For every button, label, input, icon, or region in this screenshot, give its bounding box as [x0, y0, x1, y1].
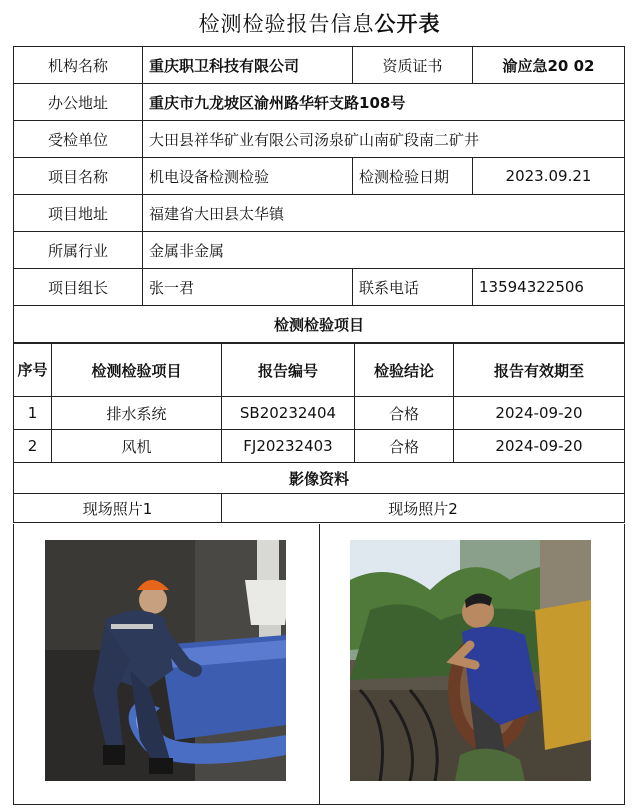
row-valid-until: 2024-09-20	[454, 397, 625, 430]
row-no: 1	[14, 397, 52, 430]
inspect-date-value: 2023.09.21	[473, 158, 625, 195]
table-row	[14, 397, 625, 430]
photo-label-2: 现场照片2	[222, 494, 625, 523]
row-conclusion: 合格	[355, 430, 454, 463]
photo-divider	[319, 524, 320, 804]
col-report-no: 报告编号	[222, 344, 355, 397]
row-report-no: SB20232404	[222, 397, 355, 430]
page-title	[0, 8, 639, 38]
inspect-date-label: 检测检验日期	[353, 158, 473, 195]
title-bold: 公开表	[374, 12, 441, 36]
row-item: 排水系统	[52, 397, 222, 430]
photo-label-1: 现场照片1	[14, 494, 222, 523]
inspected-unit-label: 受检单位	[14, 121, 143, 158]
col-valid-until: 报告有效期至	[454, 344, 625, 397]
items-table	[13, 343, 625, 523]
site-photo-1	[45, 540, 286, 781]
col-conclusion: 检验结论	[355, 344, 454, 397]
cert-label: 资质证书	[353, 47, 473, 84]
org-value: 重庆职卫科技有限公司	[143, 47, 353, 84]
table-row	[14, 430, 625, 463]
row-report-no: FJ20232403	[222, 430, 355, 463]
col-no: 序号	[14, 344, 52, 397]
title-normal: 检测检验报告信息	[198, 12, 375, 36]
leader-label: 项目组长	[14, 269, 143, 306]
project-name-value: 机电设备检测检验	[143, 158, 353, 195]
project-address-label: 项目地址	[14, 195, 143, 232]
items-section-title: 检测检验项目	[14, 306, 625, 343]
industry-label: 所属行业	[14, 232, 143, 269]
address-value: 重庆市九龙坡区渝州路华轩支路108号	[143, 84, 625, 121]
row-conclusion: 合格	[355, 397, 454, 430]
row-valid-until: 2024-09-20	[454, 430, 625, 463]
row-no: 2	[14, 430, 52, 463]
org-label: 机构名称	[14, 47, 143, 84]
row-item: 风机	[52, 430, 222, 463]
images-section-title: 影像资料	[14, 463, 625, 494]
project-address-value: 福建省大田县太华镇	[143, 195, 625, 232]
industry-value: 金属非金属	[143, 232, 625, 269]
leader-value: 张一君	[143, 269, 353, 306]
phone-label: 联系电话	[353, 269, 473, 306]
site-photo-2	[350, 540, 591, 781]
cert-value: 渝应急20 02	[473, 47, 625, 84]
inspected-unit-value: 大田县祥华矿业有限公司汤泉矿山南矿段南二矿井	[143, 121, 625, 158]
address-label: 办公地址	[14, 84, 143, 121]
col-item: 检测检验项目	[52, 344, 222, 397]
project-name-label: 项目名称	[14, 158, 143, 195]
info-table	[13, 46, 625, 343]
phone-value: 13594322506	[473, 269, 625, 306]
